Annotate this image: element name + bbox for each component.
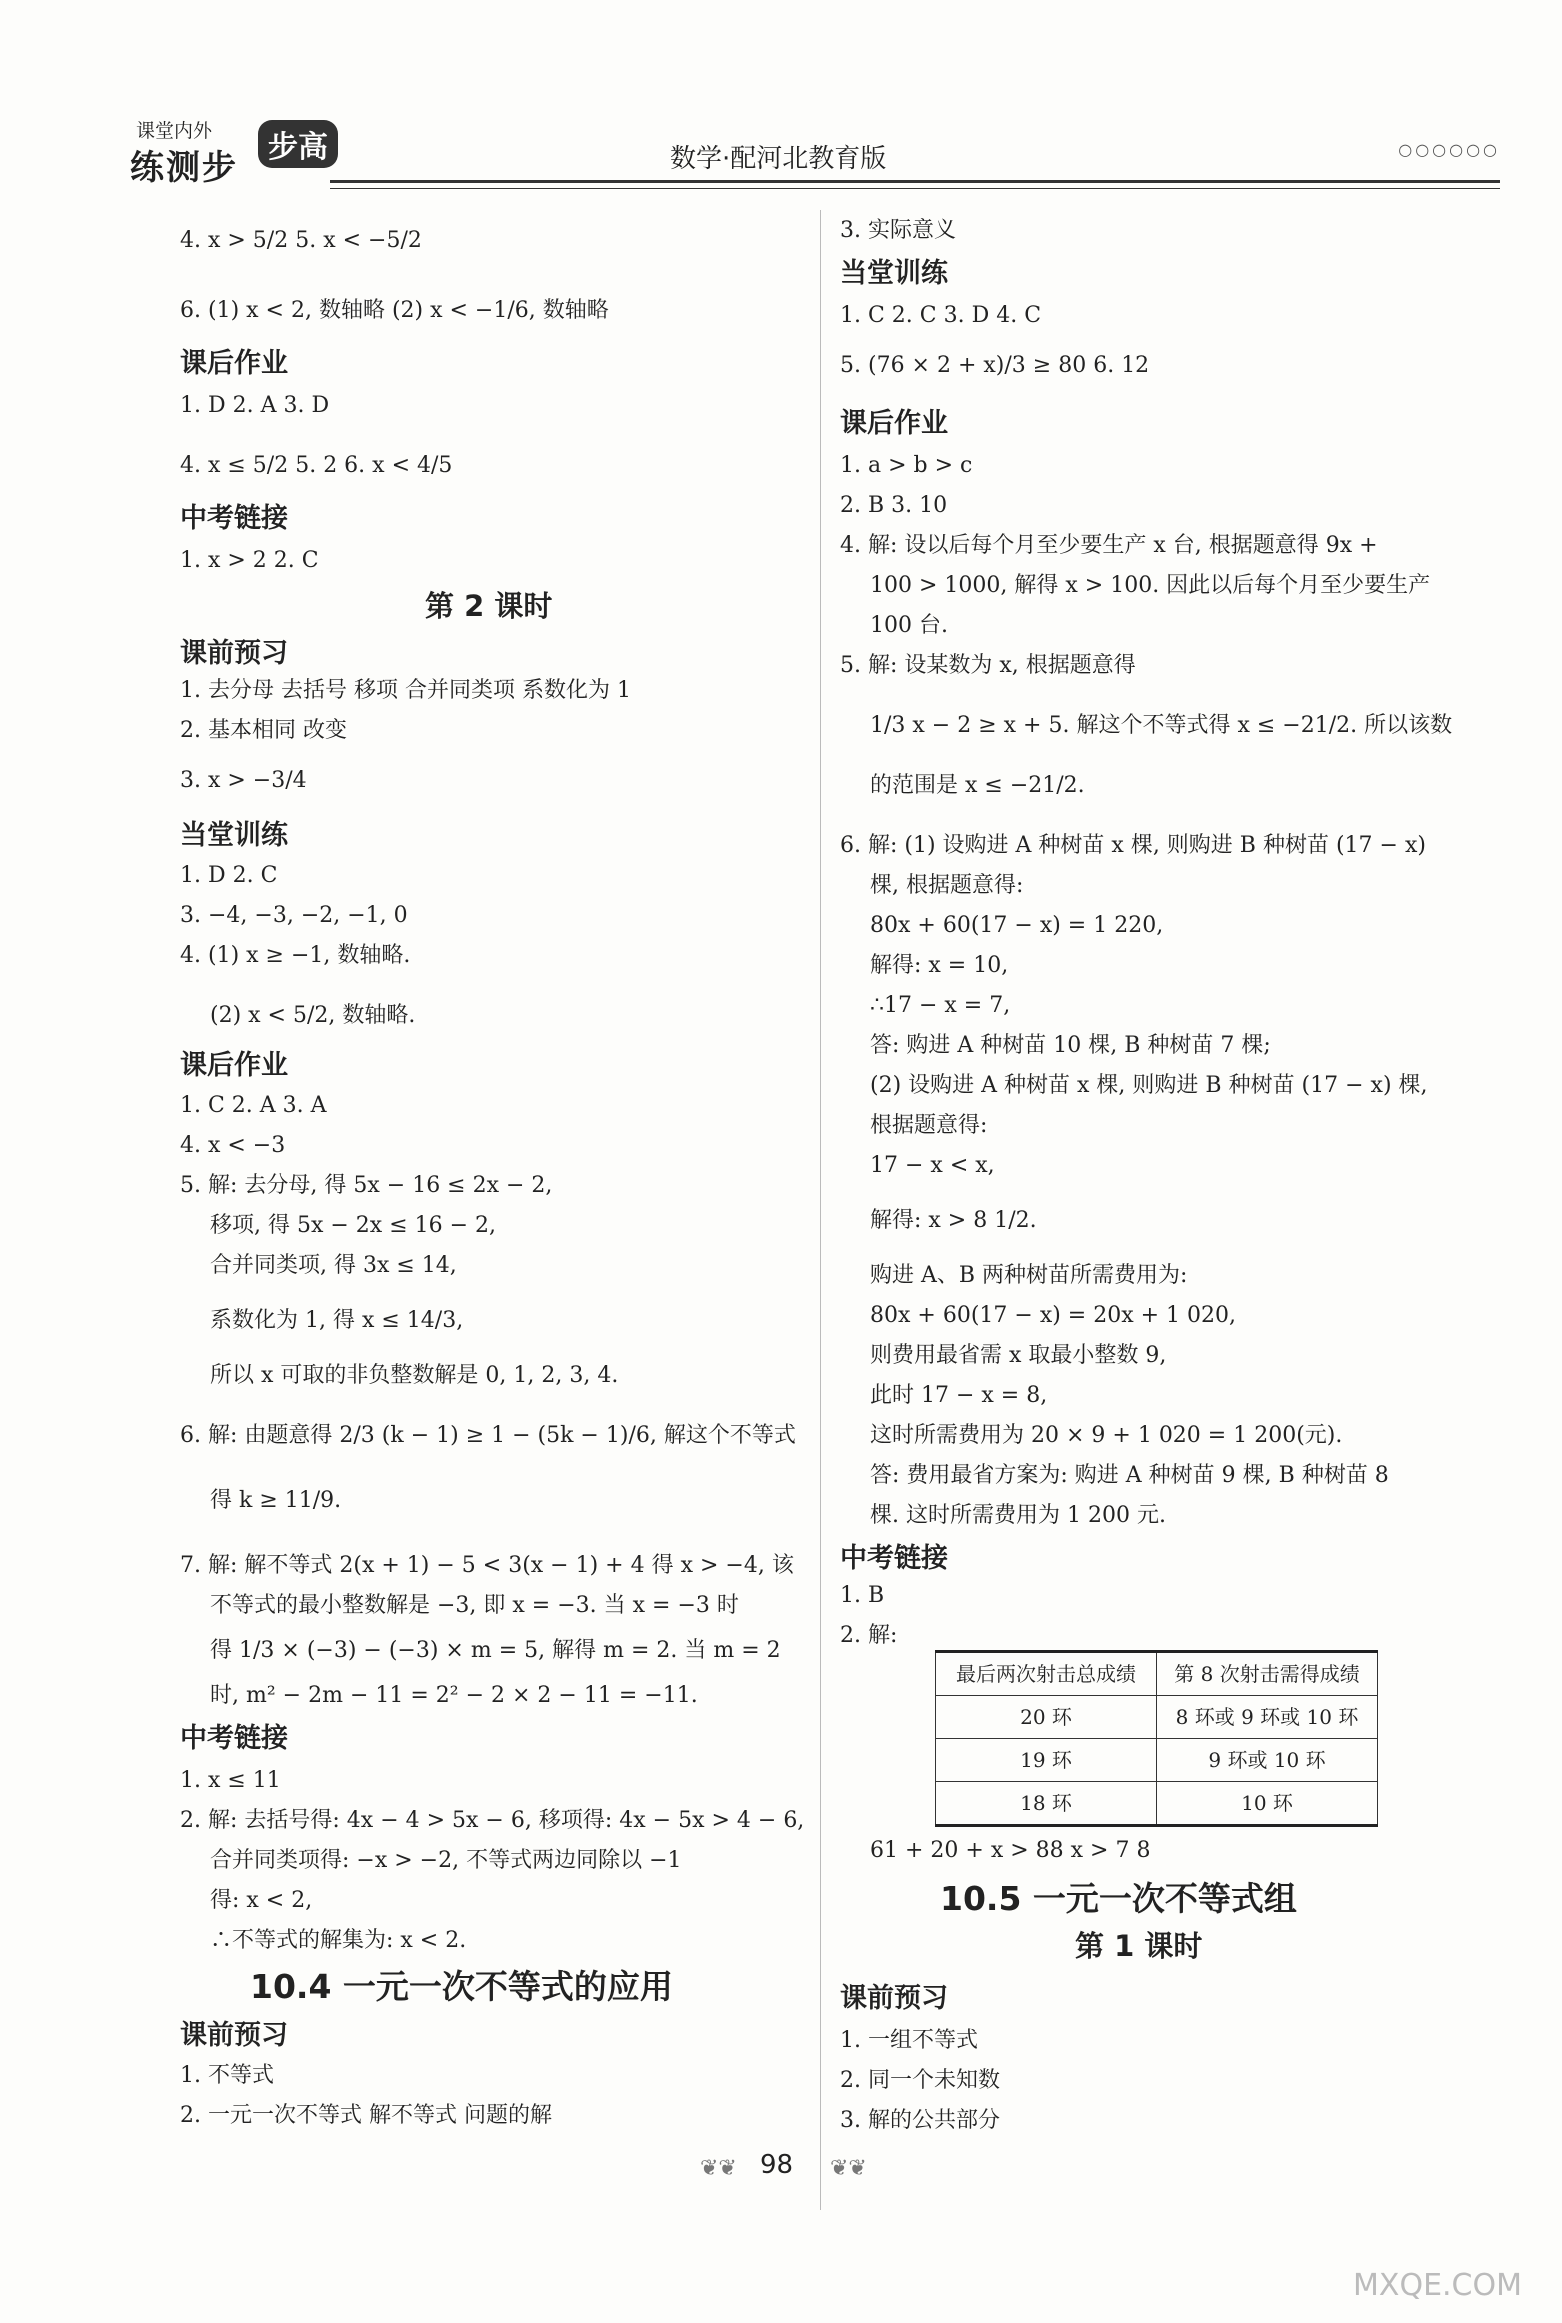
answer-line: 5. 解: 去分母, 得 5x − 16 ≤ 2x − 2, (180, 1173, 553, 1198)
answer-line: 答: 购进 A 种树苗 10 棵, B 种树苗 7 棵; (870, 1033, 1271, 1058)
answer-line: 2. 一元一次不等式 解不等式 问题的解 (180, 2103, 552, 2128)
score-table (935, 1650, 1378, 1827)
chapter-title: 10.5 一元一次不等式组 (940, 1879, 1297, 1918)
brand-badge: 步高 (258, 120, 338, 168)
answer-line: 1. 不等式 (180, 2063, 274, 2088)
answer-line: (2) 设购进 A 种树苗 x 棵, 则购进 B 种树苗 (17 − x) 棵, (870, 1073, 1428, 1098)
answer-line: 6. 解: 由题意得 2/3 (k − 1) ≥ 1 − (5k − 1)/6, 解这个不等式 (180, 1423, 796, 1448)
answer-line: 5. 解: 设某数为 x, 根据题意得 (840, 653, 1136, 678)
table-cell: 10 环 (1157, 1782, 1378, 1826)
lesson-title: 第 2 课时 (425, 589, 553, 623)
answer-line: 3. −4, −3, −2, −1, 0 (180, 903, 408, 928)
table-cell: 8 环或 9 环或 10 环 (1157, 1696, 1378, 1739)
answer-line: 合并同类项得: −x > −2, 不等式两边同除以 −1 (210, 1848, 682, 1873)
answer-line: 4. x > 5/2 5. x < −5/2 (180, 228, 422, 253)
header-rule (330, 180, 1500, 183)
answer-line: 得 k ≥ 11/9. (210, 1488, 342, 1513)
answer-line: 6. (1) x < 2, 数轴略 (2) x < −1/6, 数轴略 (180, 298, 609, 323)
answer-line: 1. C 2. A 3. A (180, 1093, 327, 1118)
answer-line: 1. C 2. C 3. D 4. C (840, 303, 1042, 328)
page-number: 98 (760, 2150, 794, 2180)
section-heading: 课后作业 (840, 408, 948, 439)
answer-line: 棵, 根据题意得: (870, 873, 1024, 898)
table-cell: 19 环 (936, 1739, 1157, 1782)
answer-line: 此时 17 − x = 8, (870, 1383, 1048, 1408)
answer-line: 4. 解: 设以后每个月至少要生产 x 台, 根据题意得 9x + (840, 533, 1378, 558)
table-cell: 9 环或 10 环 (1157, 1739, 1378, 1782)
answer-line: 2. 解: (840, 1623, 898, 1648)
answer-line: 棵. 这时所需费用为 1 200 元. (870, 1503, 1166, 1528)
answer-line: 3. x > −3/4 (180, 768, 307, 793)
header-rule-thin (330, 188, 1500, 189)
table-row (936, 1696, 1378, 1739)
answer-line: 1. D 2. C (180, 863, 278, 888)
answer-line: 的范围是 x ≤ −21/2. (870, 773, 1085, 798)
answer-line: 2. 同一个未知数 (840, 2068, 1000, 2093)
answer-line: 4. x < −3 (180, 1133, 286, 1158)
section-heading: 课后作业 (180, 348, 288, 379)
table-header-cell: 第 8 次射击需得成绩 (1157, 1652, 1378, 1696)
answer-line: ∴不等式的解集为: x < 2. (210, 1928, 467, 1953)
answer-line: 不等式的最小整数解是 −3, 即 x = −3. 当 x = −3 时 (210, 1593, 739, 1618)
section-heading: 课前预习 (180, 2020, 288, 2051)
answer-line: ∴17 − x = 7, (870, 993, 1011, 1018)
section-heading: 中考链接 (840, 1543, 948, 1574)
answer-line: 根据题意得: (870, 1113, 988, 1138)
section-heading: 课前预习 (180, 638, 288, 669)
answer-line: 这时所需费用为 20 × 9 + 1 020 = 1 200(元). (870, 1423, 1343, 1448)
answer-line: 1. 去分母 去括号 移项 合并同类项 系数化为 1 (180, 678, 631, 703)
answer-line: 1. D 2. A 3. D (180, 393, 330, 418)
page-header (130, 110, 1500, 200)
answer-line: 合并同类项, 得 3x ≤ 14, (210, 1253, 457, 1278)
brand-subtitle: 课堂内外 (136, 120, 213, 142)
answer-line: 5. (76 × 2 + x)/3 ≥ 80 6. 12 (840, 353, 1150, 378)
answer-line: 100 > 1000, 解得 x > 100. 因此以后每个月至少要生产 (870, 573, 1431, 598)
answer-line: 2. 基本相同 改变 (180, 718, 347, 743)
answer-line: 7. 解: 解不等式 2(x + 1) − 5 < 3(x − 1) + 4 得 x > −4, 该 (180, 1553, 794, 1578)
table-header-row (936, 1652, 1378, 1696)
answer-line: 2. B 3. 10 (840, 493, 948, 518)
section-heading: 中考链接 (180, 503, 288, 534)
answer-line: 1. x > 2 2. C (180, 548, 319, 573)
answer-line: 答: 费用最省方案为: 购进 A 种树苗 9 棵, B 种树苗 8 (870, 1463, 1389, 1488)
answer-line: 则费用最省需 x 取最小整数 9, (870, 1343, 1167, 1368)
section-heading: 当堂训练 (840, 258, 948, 289)
answer-line: 6. 解: (1) 设购进 A 种树苗 x 棵, 则购进 B 种树苗 (17 − x) (840, 833, 1426, 858)
lesson-title: 第 1 课时 (1075, 1929, 1203, 1963)
subject-title: 数学·配河北教育版 (670, 144, 887, 174)
answer-line: 得 1/3 × (−3) − (−3) × m = 5, 解得 m = 2. 当 m = 2 (210, 1638, 781, 1663)
answer-line: 时, m² − 2m − 11 = 2² − 2 × 2 − 11 = −11. (210, 1683, 698, 1708)
answer-line: 2. 解: 去括号得: 4x − 4 > 5x − 6, 移项得: 4x − 5x > 4 − 6, (180, 1808, 805, 1833)
header-dots: ○○○○○○ (1398, 140, 1500, 159)
section-heading: 课前预习 (840, 1983, 948, 2014)
answer-line: 61 + 20 + x > 88 x > 7 8 (870, 1838, 1151, 1863)
ornament-left: ❦❦ (700, 2156, 737, 2181)
answer-line: 4. x ≤ 5/2 5. 2 6. x < 4/5 (180, 453, 453, 478)
answer-line: 3. 解的公共部分 (840, 2108, 1000, 2133)
answer-line: 100 台. (870, 613, 948, 638)
answer-line: 80x + 60(17 − x) = 1 220, (870, 913, 1164, 938)
answer-line: 解得: x = 10, (870, 953, 1009, 978)
answer-line: 80x + 60(17 − x) = 20x + 1 020, (870, 1303, 1237, 1328)
section-heading: 课后作业 (180, 1050, 288, 1081)
answer-line: 1. x ≤ 11 (180, 1768, 281, 1793)
table-row (936, 1739, 1378, 1782)
column-divider (820, 210, 821, 2210)
answer-line: 17 − x < x, (870, 1153, 995, 1178)
table-cell: 20 环 (936, 1696, 1157, 1739)
answer-line: 得: x < 2, (210, 1888, 313, 1913)
answer-line: 1. a > b > c (840, 453, 973, 478)
answer-line: 1. 一组不等式 (840, 2028, 978, 2053)
answer-line: 所以 x 可取的非负整数解是 0, 1, 2, 3, 4. (210, 1363, 619, 1388)
watermark: MXQE.COM (1353, 2268, 1522, 2303)
answer-line: 3. 实际意义 (840, 218, 956, 243)
table-row (936, 1782, 1378, 1826)
chapter-title: 10.4 一元一次不等式的应用 (250, 1967, 673, 2006)
answer-line: 系数化为 1, 得 x ≤ 14/3, (210, 1308, 464, 1333)
answer-line: 解得: x > 8 1/2. (870, 1208, 1037, 1233)
answer-line: 1/3 x − 2 ≥ x + 5. 解这个不等式得 x ≤ −21/2. 所以该数 (870, 713, 1453, 738)
section-heading: 当堂训练 (180, 820, 288, 851)
ornament-right: ❦❦ (830, 2156, 867, 2181)
answer-line: 移项, 得 5x − 2x ≤ 16 − 2, (210, 1213, 497, 1238)
answer-line: 1. B (840, 1583, 885, 1608)
answer-line: 4. (1) x ≥ −1, 数轴略. (180, 943, 411, 968)
brand-logo: 练测步 (130, 148, 238, 188)
answer-line: 购进 A、B 两种树苗所需费用为: (870, 1263, 1188, 1288)
table-cell: 18 环 (936, 1782, 1157, 1826)
answer-line: (2) x < 5/2, 数轴略. (210, 1003, 416, 1028)
section-heading: 中考链接 (180, 1723, 288, 1754)
table-header-cell: 最后两次射击总成绩 (936, 1652, 1157, 1696)
